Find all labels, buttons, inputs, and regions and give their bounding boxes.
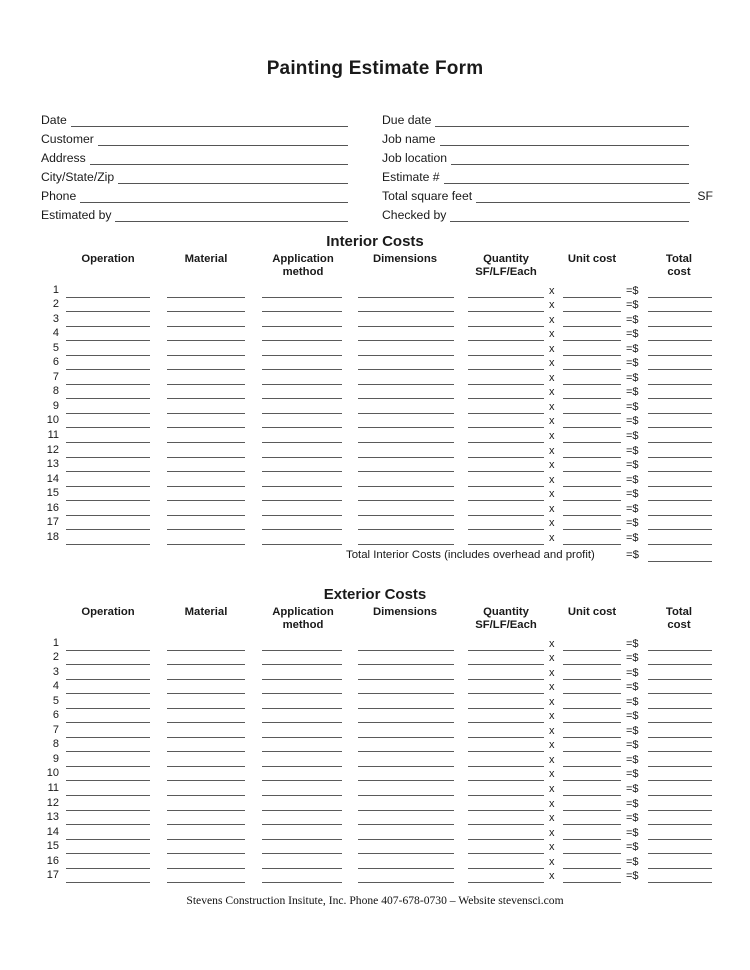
interior-total-row [0, 545, 750, 562]
field-label: Address [41, 151, 86, 165]
multiply-operator: x [549, 870, 555, 883]
table-row [0, 385, 750, 400]
equals-dollar-operator: =$ [626, 459, 639, 472]
row-number-cell [37, 516, 59, 531]
field-suffix: SF [697, 189, 713, 203]
row-number-cell [37, 811, 59, 826]
field-row-right-1 [382, 127, 713, 146]
table-row [0, 487, 750, 502]
row-number: 6 [52, 356, 59, 369]
field-row-left-1 [41, 127, 372, 146]
multiply-operator: x [549, 517, 555, 530]
multiply-operator: x [549, 637, 555, 650]
table-row [0, 428, 750, 443]
field-label: Date [41, 113, 67, 127]
column-header-line1: Total [665, 606, 693, 618]
row-number: 14 [46, 472, 59, 485]
column-header-line2: cost [667, 619, 691, 631]
field-input-job-location[interactable] [451, 150, 689, 165]
multiply-operator: x [549, 313, 555, 326]
field-label: Customer [41, 132, 94, 146]
field-input-checked-by[interactable] [450, 207, 689, 222]
multiply-operator: x [549, 724, 555, 737]
equals-dollar-operator: =$ [626, 652, 639, 665]
multiply-operator: x [549, 502, 555, 515]
row-number-cell [37, 796, 59, 811]
row-number-cell [37, 443, 59, 458]
row-number: 9 [52, 399, 59, 412]
equals-dollar-operator: =$ [626, 855, 639, 868]
multiply-operator: x [549, 357, 555, 370]
column-header-line1: Quantity [483, 253, 529, 265]
row-number-cell [37, 636, 59, 651]
field-label: Phone [41, 189, 77, 203]
field-label: Estimate # [382, 170, 440, 184]
column-header-line2: method [282, 266, 324, 278]
column-header-total [619, 253, 739, 279]
table-row [0, 443, 750, 458]
equals-dollar-operator: =$ [626, 342, 639, 355]
column-header-line1: Application [272, 253, 334, 265]
equals-dollar-operator: =$ [626, 371, 639, 384]
multiply-operator: x [549, 666, 555, 679]
table-row [0, 811, 750, 826]
column-header-line1: Material [184, 253, 228, 265]
table-row [0, 530, 750, 545]
row-number-cell [37, 327, 59, 342]
multiply-operator: x [549, 768, 555, 781]
multiply-operator: x [549, 371, 555, 384]
field-row-left-2 [41, 146, 372, 165]
row-number-cell [37, 530, 59, 545]
field-row-left-5 [41, 203, 372, 222]
cell-input-operation[interactable] [66, 882, 150, 883]
equals-dollar-operator: =$ [626, 753, 639, 766]
column-header-line1: Operation [81, 606, 135, 618]
field-input-due-date[interactable] [435, 112, 689, 127]
row-number: 7 [52, 370, 59, 383]
row-number-cell [37, 385, 59, 400]
equals-dollar-operator: =$ [626, 768, 639, 781]
column-header-line2: method [282, 619, 324, 631]
row-number-cell [37, 356, 59, 371]
row-number: 15 [46, 487, 59, 500]
row-number-cell [37, 854, 59, 869]
equals-dollar-operator: =$ [626, 357, 639, 370]
cell-input-application[interactable] [262, 882, 342, 883]
field-label: Total square feet [382, 189, 473, 203]
row-number-cell [37, 738, 59, 753]
row-number: 17 [46, 869, 59, 882]
multiply-operator: x [549, 855, 555, 868]
table-row [0, 312, 750, 327]
row-number-cell [37, 694, 59, 709]
column-header-line2: cost [667, 266, 691, 278]
exterior-costs-section [0, 586, 750, 883]
row-number-cell [37, 458, 59, 473]
multiply-operator: x [549, 415, 555, 428]
row-number: 17 [46, 516, 59, 529]
equals-dollar-operator: =$ [626, 517, 639, 530]
row-number: 1 [52, 283, 59, 296]
table-row [0, 458, 750, 473]
equals-dollar-operator: =$ [626, 415, 639, 428]
row-number-cell [37, 298, 59, 313]
multiply-operator: x [549, 739, 555, 752]
equals-dollar-operator: =$ [626, 531, 639, 544]
field-input-phone[interactable] [80, 188, 348, 203]
row-number: 8 [52, 385, 59, 398]
table-row [0, 516, 750, 531]
column-header-line2: SF/LF/Each [475, 619, 537, 631]
interior-total-label: Total Interior Costs (includes overhead and profit) [346, 548, 595, 561]
row-number: 15 [46, 840, 59, 853]
equals-dollar-operator: =$ [626, 812, 639, 825]
row-number: 1 [52, 636, 59, 649]
row-number: 2 [52, 651, 59, 664]
row-number-cell [37, 341, 59, 356]
column-header-line1: Quantity [483, 606, 529, 618]
field-row-right-3 [382, 165, 713, 184]
row-number: 14 [46, 825, 59, 838]
table-row [0, 752, 750, 767]
field-row-right-5 [382, 203, 713, 222]
row-number-cell [37, 370, 59, 385]
table-row [0, 825, 750, 840]
table-row [0, 472, 750, 487]
interior-costs-section [0, 233, 750, 562]
equals-dollar-operator: =$ [626, 328, 639, 341]
field-row-left-4 [41, 184, 372, 203]
column-header-line1: Total [665, 253, 693, 265]
field-input-estimated-by[interactable] [115, 207, 348, 222]
row-number-cell [37, 825, 59, 840]
field-row-right-0 [382, 108, 713, 127]
multiply-operator: x [549, 710, 555, 723]
table-row [0, 738, 750, 753]
field-label: Job location [382, 151, 448, 165]
equals-dollar-operator: =$ [626, 681, 639, 694]
row-number: 10 [46, 414, 59, 427]
header-fields-right [382, 108, 713, 222]
column-header-line1: Unit cost [567, 253, 617, 265]
page-title: Painting Estimate Form [266, 58, 484, 79]
field-input-estimate[interactable] [444, 169, 689, 184]
multiply-operator: x [549, 430, 555, 443]
table-row [0, 414, 750, 429]
field-label: Job name [382, 132, 436, 146]
row-number: 11 [47, 429, 59, 442]
table-row [0, 781, 750, 796]
column-header-total [619, 606, 739, 632]
exterior-column-headers [0, 606, 750, 636]
equals-dollar-operator: =$ [626, 841, 639, 854]
table-row [0, 694, 750, 709]
field-row-left-3 [41, 165, 372, 184]
multiply-operator: x [549, 681, 555, 694]
row-number: 12 [46, 443, 59, 456]
field-input-job-name[interactable] [440, 131, 689, 146]
equals-dollar-operator: =$ [626, 400, 639, 413]
multiply-operator: x [549, 753, 555, 766]
table-row [0, 501, 750, 516]
table-row [0, 665, 750, 680]
table-row [0, 298, 750, 313]
row-number-cell [37, 840, 59, 855]
table-row [0, 283, 750, 298]
multiply-operator: x [549, 812, 555, 825]
multiply-operator: x [549, 328, 555, 341]
row-number-cell [37, 869, 59, 884]
row-number-cell [37, 665, 59, 680]
equals-dollar-operator: =$ [626, 797, 639, 810]
multiply-operator: x [549, 531, 555, 544]
multiply-operator: x [549, 459, 555, 472]
table-row [0, 370, 750, 385]
row-number: 18 [46, 530, 59, 543]
multiply-operator: x [549, 473, 555, 486]
row-number-cell [37, 472, 59, 487]
equals-dollar-operator: =$ [626, 488, 639, 501]
equals-dollar-operator: =$ [626, 637, 639, 650]
table-row [0, 356, 750, 371]
field-label: Checked by [382, 208, 447, 222]
field-row-right-4 [382, 184, 713, 203]
multiply-operator: x [549, 488, 555, 501]
equals-dollar-operator: =$ [626, 783, 639, 796]
footer-contact-text: Stevens Construction Insitute, Inc. Phone 407-678-0730 – Website stevensci.com [186, 894, 564, 907]
multiply-operator: x [549, 299, 555, 312]
interior-rows [0, 283, 750, 545]
equals-dollar-operator: =$ [626, 739, 639, 752]
equals-dollar-operator: =$ [626, 444, 639, 457]
equals-dollar-operator: =$ [626, 299, 639, 312]
column-header-line1: Unit cost [567, 606, 617, 618]
multiply-operator: x [549, 797, 555, 810]
row-number-cell [37, 781, 59, 796]
equals-dollar-operator: =$ [626, 695, 639, 708]
table-row [0, 767, 750, 782]
field-input-address[interactable] [90, 150, 348, 165]
row-number-cell [37, 283, 59, 298]
column-header-line1: Dimensions [372, 253, 438, 265]
multiply-operator: x [549, 826, 555, 839]
table-row [0, 636, 750, 651]
row-number-cell [37, 414, 59, 429]
row-number-cell [37, 487, 59, 502]
multiply-operator: x [549, 444, 555, 457]
table-row [0, 709, 750, 724]
equals-dollar-operator: =$ [626, 430, 639, 443]
equals-dollar-operator: =$ [626, 284, 639, 297]
row-number-cell [37, 651, 59, 666]
row-number: 16 [46, 854, 59, 867]
row-number-cell [37, 723, 59, 738]
field-label: Estimated by [41, 208, 112, 222]
multiply-operator: x [549, 695, 555, 708]
row-number: 16 [46, 501, 59, 514]
column-header-line1: Operation [81, 253, 135, 265]
multiply-operator: x [549, 386, 555, 399]
interior-total-equals: =$ [626, 548, 639, 561]
field-input-total-square-feet[interactable] [476, 188, 690, 203]
column-header-line2: SF/LF/Each [475, 266, 537, 278]
table-row [0, 651, 750, 666]
row-number: 4 [52, 680, 59, 693]
equals-dollar-operator: =$ [626, 826, 639, 839]
multiply-operator: x [549, 400, 555, 413]
interior-section-title: Interior Costs [326, 233, 424, 250]
field-row-left-0 [41, 108, 372, 127]
exterior-rows [0, 636, 750, 883]
table-row [0, 723, 750, 738]
column-header-line1: Dimensions [372, 606, 438, 618]
equals-dollar-operator: =$ [626, 724, 639, 737]
field-input-date[interactable] [71, 112, 348, 127]
row-number-cell [37, 680, 59, 695]
row-number: 7 [52, 723, 59, 736]
row-number-cell [37, 399, 59, 414]
row-number: 6 [52, 709, 59, 722]
row-number: 10 [46, 767, 59, 780]
equals-dollar-operator: =$ [626, 313, 639, 326]
equals-dollar-operator: =$ [626, 710, 639, 723]
cell-input-dimensions[interactable] [358, 882, 454, 883]
multiply-operator: x [549, 783, 555, 796]
row-number: 12 [46, 796, 59, 809]
row-number: 5 [52, 341, 59, 354]
row-number: 5 [52, 694, 59, 707]
cell-input-total[interactable] [648, 882, 712, 883]
table-row [0, 327, 750, 342]
row-number: 3 [52, 312, 59, 325]
cell-input-unit-cost[interactable] [563, 882, 621, 883]
equals-dollar-operator: =$ [626, 666, 639, 679]
row-number: 11 [47, 782, 59, 795]
multiply-operator: x [549, 841, 555, 854]
row-number-cell [37, 752, 59, 767]
row-number: 4 [52, 327, 59, 340]
interior-total-value-field[interactable] [648, 561, 712, 562]
field-input-customer[interactable] [98, 131, 348, 146]
row-number: 3 [52, 665, 59, 678]
cell-input-quantity[interactable] [468, 882, 544, 883]
row-number-cell [37, 428, 59, 443]
multiply-operator: x [549, 652, 555, 665]
table-row [0, 854, 750, 869]
table-row [0, 840, 750, 855]
equals-dollar-operator: =$ [626, 502, 639, 515]
column-header-line1: Material [184, 606, 228, 618]
field-input-city-state-zip[interactable] [118, 169, 348, 184]
interior-column-headers [0, 253, 750, 283]
row-number: 13 [46, 458, 59, 471]
table-row [0, 796, 750, 811]
equals-dollar-operator: =$ [626, 473, 639, 486]
cell-input-material[interactable] [167, 882, 245, 883]
table-row [0, 680, 750, 695]
table-row [0, 399, 750, 414]
row-number-cell [37, 501, 59, 516]
field-label: City/State/Zip [41, 170, 115, 184]
row-number: 2 [52, 298, 59, 311]
header-fields [41, 108, 713, 222]
exterior-section-title: Exterior Costs [323, 586, 427, 603]
row-number: 9 [52, 752, 59, 765]
equals-dollar-operator: =$ [626, 386, 639, 399]
row-number: 8 [52, 738, 59, 751]
field-row-right-2 [382, 146, 713, 165]
table-row [0, 341, 750, 356]
multiply-operator: x [549, 284, 555, 297]
row-number: 13 [46, 811, 59, 824]
table-row [0, 869, 750, 884]
column-header-line1: Application [272, 606, 334, 618]
field-label: Due date [382, 113, 432, 127]
row-number-cell [37, 767, 59, 782]
multiply-operator: x [549, 342, 555, 355]
equals-dollar-operator: =$ [626, 870, 639, 883]
header-fields-left [41, 108, 372, 222]
row-number-cell [37, 709, 59, 724]
row-number-cell [37, 312, 59, 327]
